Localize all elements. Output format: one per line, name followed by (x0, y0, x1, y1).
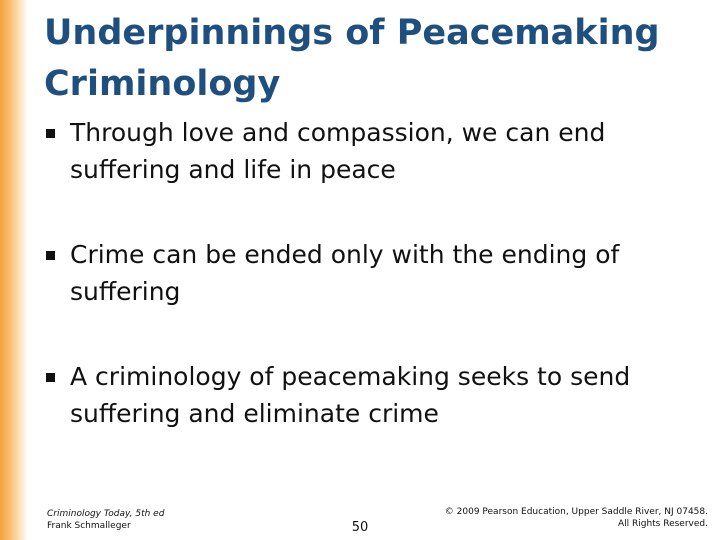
bullet-text: Through love and compassion, we can end suffering and life in peace (70, 118, 606, 184)
bullet-item (46, 358, 706, 432)
square-bullet-icon (46, 373, 55, 382)
copyright-line-1: © 2009 Pearson Education, Upper Saddle River, NJ 07458. (444, 507, 708, 517)
footer-book-title: Criminology Today, 5th ed (47, 509, 165, 519)
bullet-item (46, 114, 706, 188)
square-bullet-icon (46, 251, 55, 260)
bullet-item (46, 236, 706, 310)
bullet-list (46, 114, 706, 432)
square-bullet-icon (46, 129, 55, 138)
slide-title: Underpinnings of Peacemaking Criminology (44, 13, 660, 104)
footer-copyright (408, 506, 708, 530)
left-accent-stripe (0, 0, 26, 540)
footer-author: Frank Schmalleger (47, 521, 131, 531)
bullet-text: Crime can be ended only with the ending of suffering (70, 240, 620, 306)
copyright-line-2: All Rights Reserved. (617, 519, 708, 529)
bullet-text: A criminology of peacemaking seeks to send suffering and eliminate crime (70, 362, 631, 428)
footer-citation (47, 508, 164, 532)
page-number: 50 (351, 520, 369, 535)
